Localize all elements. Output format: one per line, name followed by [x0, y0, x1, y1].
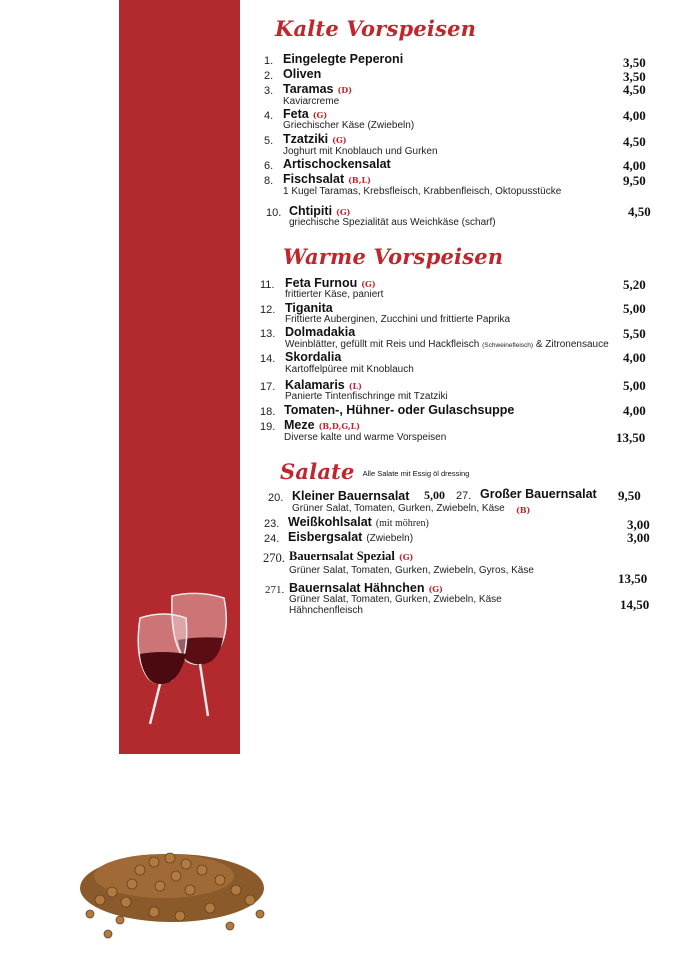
item-description: Griechischer Käse (Zwiebeln) [283, 120, 415, 131]
item-name: Bauernsalat Hähnchen (G) [289, 581, 443, 595]
item-name: Tomaten-, Hühner- oder Gulaschsuppe [284, 403, 515, 417]
allergen-tag: (G) [332, 135, 347, 145]
item-number: 10. [266, 207, 282, 219]
item-name: Bauernsalat Spezial (G) [289, 549, 414, 563]
item-number: 6. [264, 160, 274, 172]
item-description: Grüner Salat, Tomaten, Gurken, Zwiebeln, Gyros, Käse [289, 565, 534, 576]
allergen-tag: (L) [348, 381, 362, 391]
item-description: Grüner Salat, Tomaten, Gurken, Zwiebeln, Käse [292, 503, 505, 514]
item-price: 4,50 [623, 82, 646, 97]
item-name: Kleiner Bauernsalat [292, 489, 410, 503]
item-name: Taramas (D) [283, 82, 353, 96]
item-price: 4,00 [623, 350, 646, 365]
item-number: 271. [265, 584, 285, 596]
item-number: 1. [264, 55, 274, 67]
item-description: Kaviarcreme [283, 96, 340, 107]
item-name: Großer Bauernsalat [480, 487, 597, 501]
section-title-salate: Salate Alle Salate mit Essig öl dressing [280, 459, 470, 484]
allergen-tag: (D) [337, 85, 353, 95]
item-price: 3,50 [623, 55, 646, 70]
item-price: 9,50 [618, 488, 641, 503]
item-number: 18. [260, 406, 276, 418]
item-number: 13. [260, 328, 276, 340]
item-name: Dolmadakia [285, 325, 356, 339]
item-number: 14. [260, 353, 276, 365]
item-description-line2: Hähnchenfleisch [289, 605, 363, 616]
item-name: Kalamaris (L) [285, 378, 362, 392]
item-number: 12. [260, 304, 276, 316]
item-description: Panierte Tintenfischringe mit Tzatziki [285, 391, 448, 402]
item-number: 270. [263, 551, 285, 565]
item-number: 23. [264, 518, 280, 530]
item-number: 8. [264, 175, 274, 187]
section-title-warme-vorspeisen: Warme Vorspeisen [283, 244, 504, 269]
item-name: Feta Furnou (G) [285, 276, 376, 290]
allergen-tag: (G) [336, 207, 351, 217]
item-name: Weißkohlsalat (mit möhren) [288, 515, 429, 529]
item-description: Kartoffelpüree mit Knoblauch [285, 364, 414, 375]
item-price: 14,50 [620, 597, 650, 612]
item-number: 19. [260, 421, 276, 433]
allergen-tag: (G) [361, 279, 376, 289]
item-number: 3. [264, 85, 274, 97]
item-number: 11. [260, 279, 275, 291]
allergen-tag: (B) [516, 505, 531, 515]
item-price: 3,50 [623, 69, 646, 84]
item-price: 3,00 [627, 517, 650, 532]
item-price: 13,50 [616, 430, 646, 445]
item-price: 4,50 [623, 134, 646, 149]
item-description: Grüner Salat, Tomaten, Gurken, Zwiebeln, Käse [289, 594, 502, 605]
item-description: Joghurt mit Knoblauch und Gurken [283, 146, 438, 157]
allergen-tag: (B,L) [348, 175, 371, 185]
item-number: 2. [264, 70, 274, 82]
beans-illustration [60, 830, 280, 940]
item-price: 13,50 [618, 571, 648, 586]
item-description: griechische Spezialität aus Weichkäse (scharf) [289, 217, 496, 228]
item-price: 5,00 [424, 488, 445, 502]
item-number: 5. [264, 135, 274, 147]
section-note: Alle Salate mit Essig öl dressing [362, 469, 470, 478]
item-price: 5,00 [623, 378, 646, 393]
allergen-tag: (G) [312, 110, 328, 120]
section-title-kalte-vorspeisen: Kalte Vorspeisen [275, 16, 477, 41]
item-description: 1 Kugel Taramas, Krebsfleisch, Krabbenfleisch, Oktopusstücke [283, 186, 562, 197]
item-name: Oliven [283, 67, 322, 81]
item-price: 9,50 [623, 173, 646, 188]
item-extra: (Zwiebeln) [366, 533, 414, 544]
item-price: 5,50 [623, 326, 646, 341]
item-name: Eingelegte Peperoni [283, 52, 404, 66]
item-name: Artischockensalat [283, 157, 391, 171]
item-number: 20. [268, 492, 284, 504]
item-name: Fischsalat (B,L) [283, 172, 371, 186]
item-name: Feta (G) [283, 107, 328, 121]
allergen-tag: (G) [398, 552, 414, 562]
item-number: 27. [456, 490, 472, 502]
item-price: 3,00 [627, 530, 650, 545]
item-number: 4. [264, 110, 274, 122]
item-number: 24. [264, 533, 280, 545]
wine-glasses-illustration [128, 588, 238, 728]
item-price: 4,00 [623, 403, 646, 418]
item-name: Tzatziki (G) [283, 132, 347, 146]
item-description: frittierter Käse, paniert [285, 289, 384, 300]
item-name: Chtipiti (G) [289, 204, 351, 218]
allergen-tag-container [512, 502, 530, 516]
item-description: Diverse kalte und warme Vorspeisen [284, 432, 447, 443]
item-name: Meze (B,D,G,L) [284, 418, 361, 432]
item-price: 4,00 [623, 158, 646, 173]
item-number: 17. [260, 381, 276, 393]
item-price: 5,00 [623, 301, 646, 316]
item-name: Tiganita [285, 301, 333, 315]
allergen-tag: (G) [428, 584, 443, 594]
item-name: Eisbergsalat (Zwiebeln) [288, 530, 414, 544]
allergen-tag: (B,D,G,L) [318, 421, 361, 431]
item-price: 4,50 [628, 204, 651, 219]
item-price: 5,20 [623, 277, 646, 292]
item-extra: (mit möhren) [375, 518, 429, 529]
item-name: Skordalia [285, 350, 342, 364]
item-description: Frittierte Auberginen, Zucchini und frittierte Paprika [285, 314, 511, 325]
item-description: Weinblätter, gefüllt mit Reis und Hackfleisch (Schweinefleisch) & Zitronensauce [285, 339, 609, 350]
item-price: 4,00 [623, 108, 646, 123]
